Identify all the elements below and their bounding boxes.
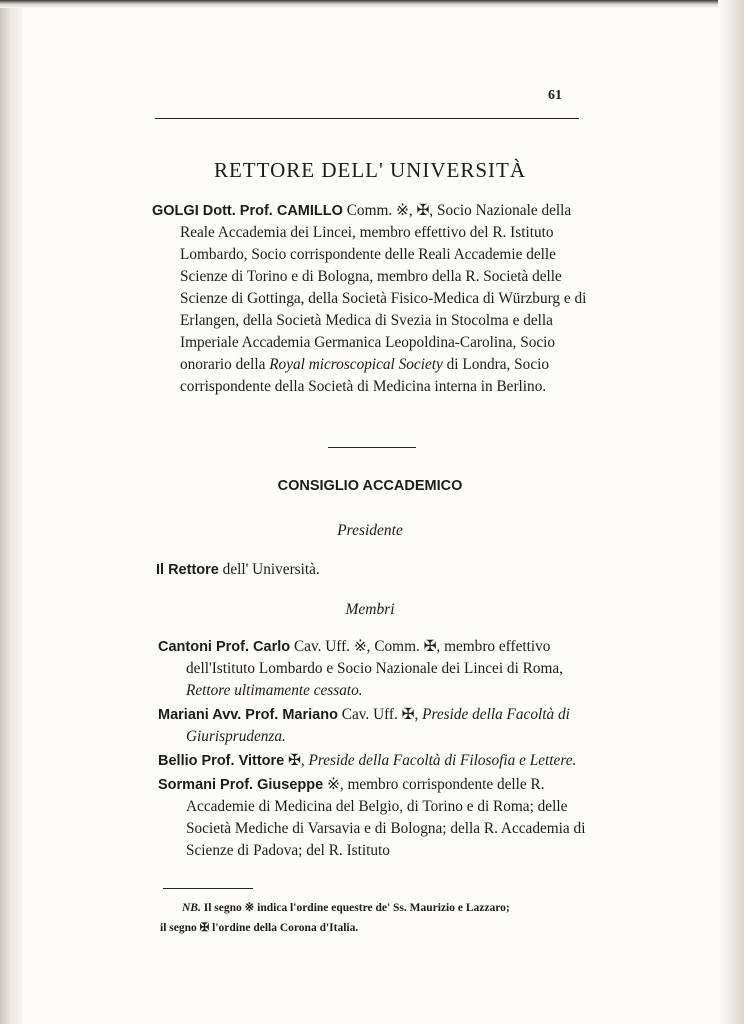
section-divider (328, 447, 416, 448)
member-text: ✠, (284, 752, 309, 769)
rector-text-after: di Londra, Socio corrispondente della Società di Medicina interna in Berlino. (180, 356, 550, 395)
member-name: Bellio Prof. Vittore (158, 753, 285, 769)
member-role: Rettore ultimamente cessato. (186, 682, 363, 699)
member-role: Preside della Facoltà di Giurisprudenza. (186, 706, 570, 745)
page-title: RETTORE DELL' UNIVERSITÀ (213, 158, 527, 182)
president-text: dell' Università. (218, 561, 320, 578)
member-entry (158, 704, 594, 748)
member-role: Preside della Facoltà di Filosofia e Lettere. (308, 752, 577, 769)
member-name: Sormani Prof. Giuseppe (158, 777, 324, 793)
members-list (158, 636, 594, 864)
member-text: ※, membro corrispondente delle R. Accademie di Medicina del Belgio, di Torino e di Roma; delle Società Mediche di Varsavia e di Bologna; della R. Accademia di Scienze di Padova; del R. Istituto (186, 776, 586, 859)
rector-entry (152, 200, 592, 398)
president-name: Il Rettore (156, 562, 219, 578)
page-edge-right (718, 0, 744, 1024)
member-name: Mariani Avv. Prof. Mariano (158, 707, 338, 723)
footnote-line-1-text: Il segno ※ indica l'ordine equestre de' Ss. Maurizio e Lazzaro; (200, 902, 510, 914)
member-text: Cav. Uff. ※, Comm. ✠, membro effettivo dell'Istituto Lombardo e Socio Nazionale dei Lincei di Roma, (186, 638, 564, 677)
footnote-rule (163, 888, 253, 889)
footnote-line-1 (160, 898, 596, 918)
member-entry (158, 750, 594, 772)
page-number: 61 (548, 88, 562, 103)
member-text: Cav. Uff. ✠, (337, 706, 423, 723)
page-edge-top (0, 0, 744, 8)
rector-society: Royal microscopical Society (269, 356, 443, 373)
page-edge-left (0, 0, 22, 1024)
president-label: Presidente (337, 522, 403, 539)
members-label: Membri (345, 601, 395, 618)
footnote-line-2: il segno ✠ l'ordine della Corona d'Italia. (160, 922, 359, 934)
footnote-nb: NB. (182, 902, 201, 914)
president-entry (156, 561, 596, 579)
member-entry (158, 636, 594, 702)
member-entry (158, 774, 594, 862)
member-name: Cantoni Prof. Carlo (158, 639, 291, 655)
rector-text: Comm. ※, ✠, Socio Nazionale della Reale Accademia dei Lincei, membro effettivo del R. Istituto Lombardo, Socio corrispondente delle Reali Accademie delle Scienze di Torino e di Bologna, membro della R. Società delle Scienze di Gottinga, della Società Fisico-Medica di Würzburg e di Erlangen, della Società Medica di Svezia in Stocolma e della Imperiale Accademia Germanica Leopoldina-Carolina, Socio onorario della (180, 202, 587, 373)
council-heading: CONSIGLIO ACCADEMICO (277, 478, 463, 494)
header-rule (155, 118, 579, 119)
footnote (160, 898, 596, 938)
rector-name: GOLGI Dott. Prof. CAMILLO (152, 203, 343, 219)
